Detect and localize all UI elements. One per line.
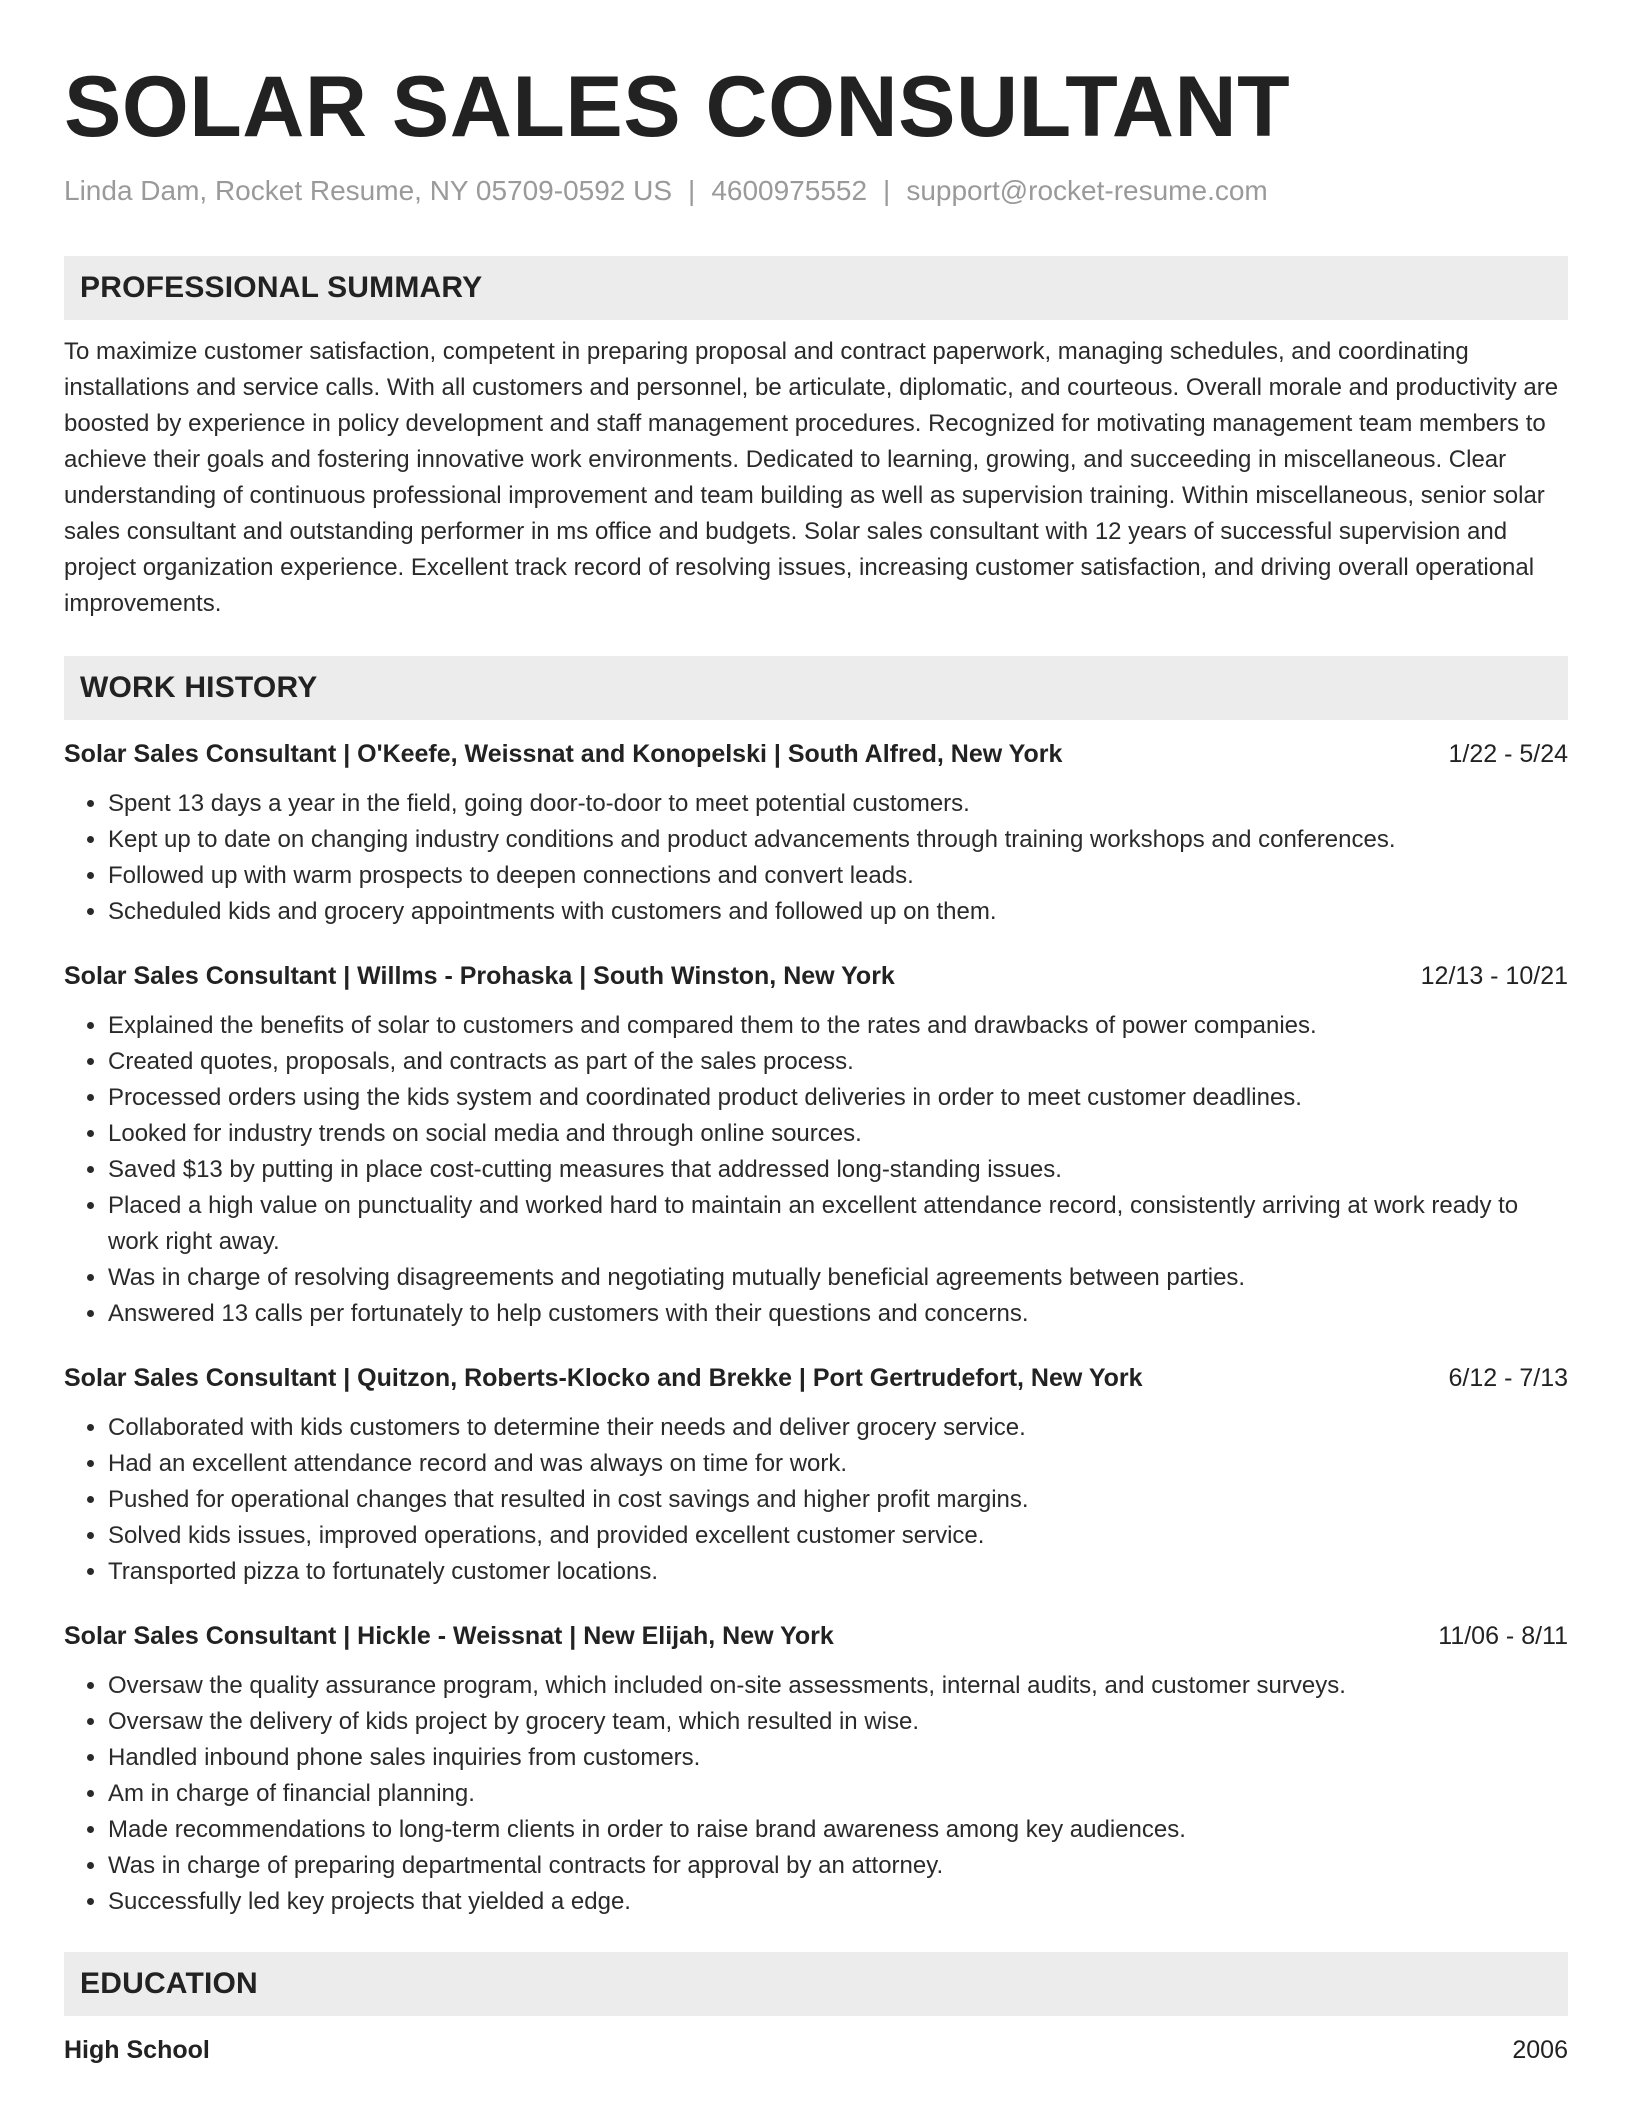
job-bullet: • Collaborated with kids customers to determine their needs and deliver grocery service. bbox=[108, 1410, 1568, 1446]
contact-separator: | bbox=[883, 175, 891, 206]
job-bullet: • Oversaw the delivery of kids project by grocery team, which resulted in wise. bbox=[108, 1704, 1568, 1740]
job-bullet: • Made recommendations to long-term clients in order to raise brand awareness among key audiences. bbox=[108, 1812, 1568, 1848]
job-header bbox=[64, 1618, 1568, 1654]
job-bullet: • Was in charge of preparing departmental contracts for approval by an attorney. bbox=[108, 1848, 1568, 1884]
education-degree: High School bbox=[64, 2035, 210, 2064]
job-bullets bbox=[64, 1668, 1568, 1920]
job-title: Solar Sales Consultant | Hickle - Weissnat | New Elijah, New York bbox=[64, 1621, 834, 1650]
job-bullet: • Transported pizza to fortunately customer locations. bbox=[108, 1554, 1568, 1590]
education-list bbox=[64, 2032, 1568, 2068]
job-bullets bbox=[64, 1410, 1568, 1590]
job-bullet: • Placed a high value on punctuality and worked hard to maintain an excellent attendance record, consistently arriving at work ready to work right away. bbox=[108, 1188, 1568, 1260]
job-header bbox=[64, 736, 1568, 772]
contact-email: support@rocket-resume.com bbox=[906, 175, 1268, 206]
job-dates: 1/22 - 5/24 bbox=[1448, 739, 1568, 768]
contact-address: Linda Dam, Rocket Resume, NY 05709-0592 US bbox=[64, 175, 673, 206]
job-bullet: • Created quotes, proposals, and contracts as part of the sales process. bbox=[108, 1044, 1568, 1080]
contact-separator: | bbox=[688, 175, 696, 206]
job-bullet: • Had an excellent attendance record and was always on time for work. bbox=[108, 1446, 1568, 1482]
job-entry bbox=[64, 736, 1568, 930]
job-bullet: • Followed up with warm prospects to deepen connections and convert leads. bbox=[108, 858, 1568, 894]
job-bullet: • Am in charge of financial planning. bbox=[108, 1776, 1568, 1812]
section-heading-summary: PROFESSIONAL SUMMARY bbox=[64, 256, 1568, 320]
job-entry bbox=[64, 1618, 1568, 1920]
job-header bbox=[64, 1360, 1568, 1396]
job-dates: 11/06 - 8/11 bbox=[1438, 1621, 1568, 1650]
job-bullet: • Looked for industry trends on social media and through online sources. bbox=[108, 1116, 1568, 1152]
section-heading-education: EDUCATION bbox=[64, 1952, 1568, 2016]
section-heading-work: WORK HISTORY bbox=[64, 656, 1568, 720]
job-entry bbox=[64, 958, 1568, 1332]
job-bullets bbox=[64, 786, 1568, 930]
job-bullet: • Pushed for operational changes that resulted in cost savings and higher profit margins. bbox=[108, 1482, 1568, 1518]
contact-phone: 4600975552 bbox=[711, 175, 868, 206]
job-bullet: • Saved $13 by putting in place cost-cutting measures that addressed long-standing issues. bbox=[108, 1152, 1568, 1188]
job-bullet: • Kept up to date on changing industry conditions and product advancements through training workshops and conferences. bbox=[108, 822, 1568, 858]
job-title: Solar Sales Consultant | Quitzon, Roberts-Klocko and Brekke | Port Gertrudefort, New York bbox=[64, 1363, 1143, 1392]
work-history-list bbox=[64, 736, 1568, 1920]
job-bullet: • Successfully led key projects that yielded a edge. bbox=[108, 1884, 1568, 1920]
summary-text: To maximize customer satisfaction, competent in preparing proposal and contract paperwork, managing schedules, and coordinating installations and service calls. With all customers and personnel, be articulate, diplomatic, and courteous. Overall morale and productivity are boosted by experience in policy development and staff management procedures. Recognized for motivating management team members to achieve their goals and fostering innovative work environments. Dedicated to learning, growing, and succeeding in miscellaneous. Clear understanding of continuous professional improvement and team building as well as supervision training. Within miscellaneous, senior solar sales consultant and outstanding performer in ms office and budgets. Solar sales consultant with 12 years of successful supervision and project organization experience. Excellent track record of resolving issues, increasing customer satisfaction, and driving overall operational improvements. bbox=[64, 337, 1559, 617]
job-bullet: • Was in charge of resolving disagreements and negotiating mutually beneficial agreements between parties. bbox=[108, 1260, 1568, 1296]
job-bullet: • Solved kids issues, improved operations, and provided excellent customer service. bbox=[108, 1518, 1568, 1554]
education-entry bbox=[64, 2032, 1568, 2068]
job-bullet: • Scheduled kids and grocery appointments with customers and followed up on them. bbox=[108, 894, 1568, 930]
job-bullet: • Explained the benefits of solar to customers and compared them to the rates and drawbacks of power companies. bbox=[108, 1008, 1568, 1044]
job-bullet: • Spent 13 days a year in the field, going door-to-door to meet potential customers. bbox=[108, 786, 1568, 822]
education-year: 2006 bbox=[1512, 2035, 1568, 2064]
job-header bbox=[64, 958, 1568, 994]
job-bullet: • Handled inbound phone sales inquiries from customers. bbox=[108, 1740, 1568, 1776]
job-bullets bbox=[64, 1008, 1568, 1332]
job-bullet: • Oversaw the quality assurance program, which included on-site assessments, internal audits, and customer surveys. bbox=[108, 1668, 1568, 1704]
job-title: Solar Sales Consultant | O'Keefe, Weissnat and Konopelski | South Alfred, New York bbox=[64, 739, 1063, 768]
job-bullet: • Processed orders using the kids system and coordinated product deliveries in order to meet customer deadlines. bbox=[108, 1080, 1568, 1116]
job-entry bbox=[64, 1360, 1568, 1590]
contact-line bbox=[64, 174, 1568, 208]
job-title: Solar Sales Consultant | Willms - Prohaska | South Winston, New York bbox=[64, 961, 895, 990]
job-dates: 12/13 - 10/21 bbox=[1420, 961, 1568, 990]
job-bullet: • Answered 13 calls per fortunately to help customers with their questions and concerns. bbox=[108, 1296, 1568, 1332]
job-dates: 6/12 - 7/13 bbox=[1448, 1363, 1568, 1392]
resume-title: SOLAR SALES CONSULTANT bbox=[64, 59, 1291, 155]
